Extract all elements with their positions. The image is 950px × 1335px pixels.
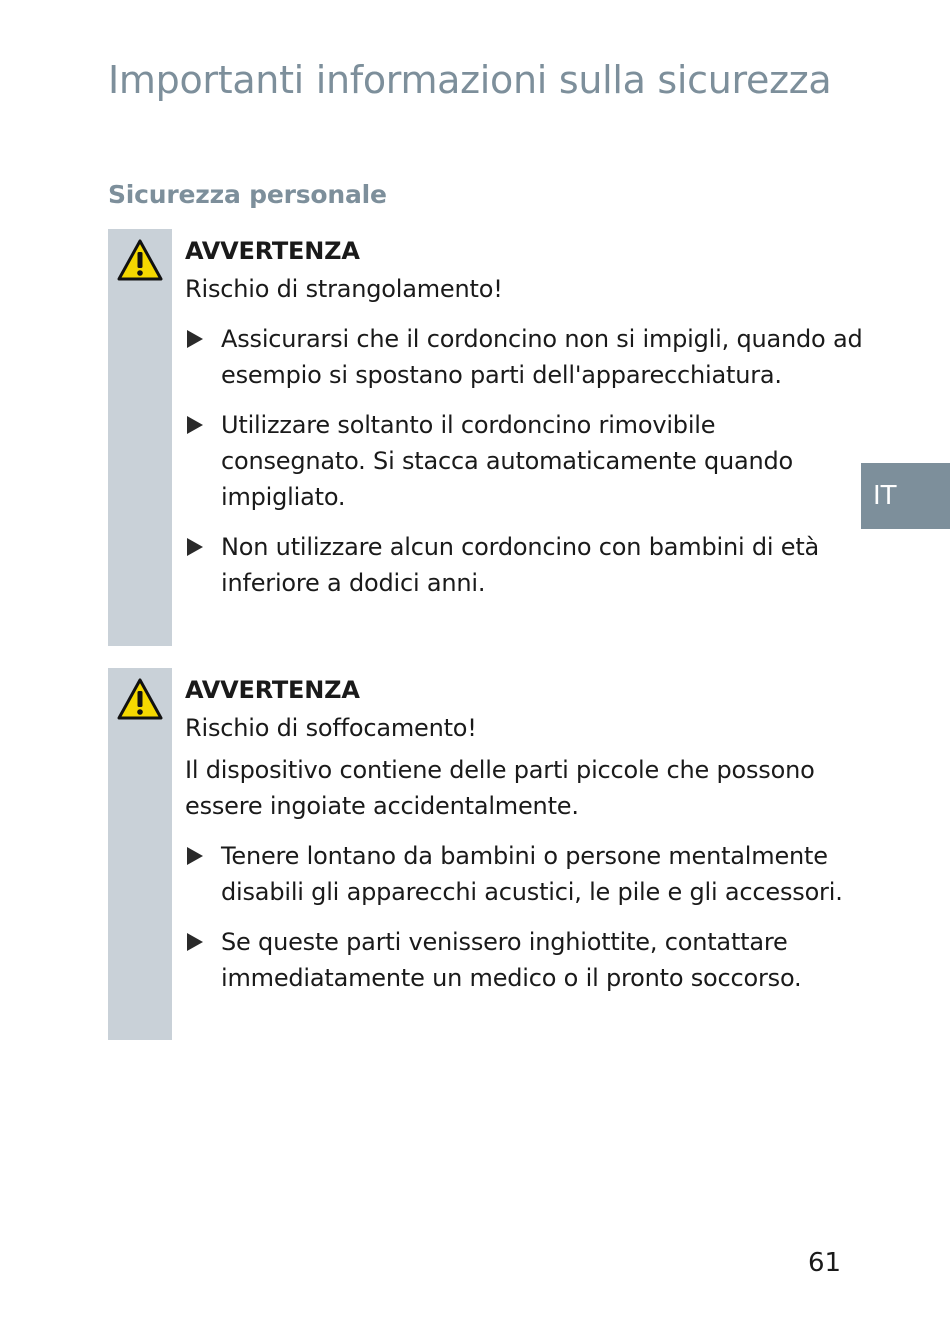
warning-risk: Rischio di soffocamento! [185,714,477,742]
warning-risk: Rischio di strangolamento! [185,275,503,303]
warning-content [185,229,865,601]
bullet-arrow-icon [187,538,203,556]
list-item [185,924,865,996]
bullet-arrow-icon [187,847,203,865]
list-item-text: Tenere lontano da bambini o persone mentalmente disabili gli apparecchi acustici, le pile e gli accessori. [221,842,843,906]
warning-content [185,668,865,996]
list-item [185,321,865,393]
list-item-text: Assicurarsi che il cordoncino non si impigli, quando ad esempio si spostano parti dell'apparecchiatura. [221,325,863,389]
warning-bar [108,668,172,1040]
list-item-text: Non utilizzare alcun cordoncino con bambini di età inferiore a dodici anni. [221,533,820,597]
warning-description: Il dispositivo contiene delle parti piccole che possono essere ingoiate accidentalmente. [185,756,815,820]
warning-block-choking [108,668,848,1040]
list-item-text: Utilizzare soltanto il cordoncino rimovibile consegnato. Si stacca automaticamente quando impigliato. [221,411,794,511]
bullet-arrow-icon [187,933,203,951]
warning-triangle-icon [117,678,163,720]
list-item [185,407,865,515]
warning-label: AVVERTENZA [185,676,360,704]
section-heading: Sicurezza personale [108,180,387,209]
bullet-arrow-icon [187,330,203,348]
warning-triangle-icon [117,239,163,281]
warning-block-strangulation [108,229,863,646]
list-item [185,838,865,910]
bullet-arrow-icon [187,416,203,434]
page-number: 61 [808,1248,842,1278]
list-item [185,529,865,601]
warning-bar [108,229,172,646]
page-title: Importanti informazioni sulla sicurezza [108,58,832,102]
warning-label: AVVERTENZA [185,237,360,265]
language-tab: IT [861,463,950,529]
list-item-text: Se queste parti venissero inghiottite, contattare immediatamente un medico o il pronto soccorso. [221,928,802,992]
